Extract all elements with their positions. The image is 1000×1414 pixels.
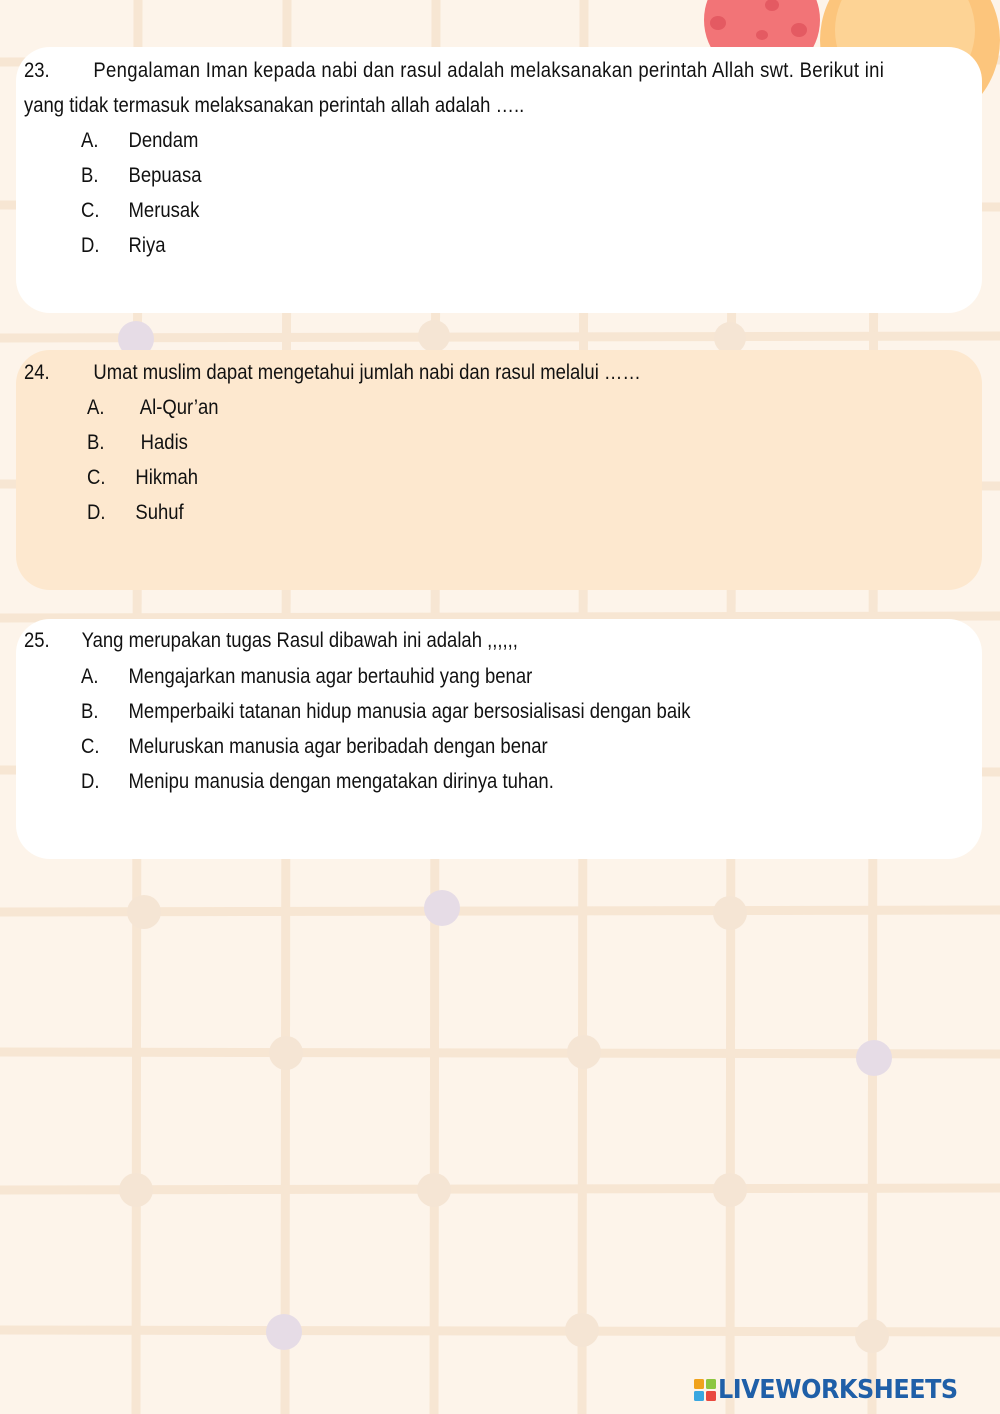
option-letter: C. <box>81 199 100 222</box>
option-24-b[interactable] <box>87 425 188 460</box>
option-23-b[interactable] <box>81 158 201 193</box>
question-text: Umat muslim dapat mengetahui jumlah nabi dan rasul melalui …… <box>93 361 641 384</box>
option-text: Riya <box>128 234 166 257</box>
option-text: Dendam <box>128 129 199 152</box>
option-letter: D. <box>87 501 106 524</box>
question-24-line1 <box>24 355 641 390</box>
option-text: Al-Qur’an <box>139 396 219 419</box>
option-25-b[interactable] <box>81 694 690 729</box>
option-letter: A. <box>81 129 99 152</box>
option-text: Hikmah <box>135 466 199 489</box>
option-24-a[interactable] <box>87 390 219 425</box>
question-number: 24. <box>24 361 50 384</box>
liveworksheets-grid-icon <box>694 1379 716 1401</box>
option-23-a[interactable] <box>81 123 198 158</box>
option-letter: C. <box>81 735 100 758</box>
option-text: Menipu manusia dengan mengatakan dirinya tuhan. <box>128 770 554 793</box>
question-text: Pengalaman Iman kepada nabi dan rasul adalah melaksanakan perintah Allah swt. Berikut ini <box>93 59 885 82</box>
option-text: Suhuf <box>135 501 184 524</box>
question-card-25 <box>16 619 982 859</box>
option-letter: D. <box>81 234 100 257</box>
liveworksheets-logo <box>694 1374 979 1406</box>
option-23-d[interactable] <box>81 228 165 263</box>
question-text: Yang merupakan tugas Rasul dibawah ini adalah ,,,,,, <box>81 629 518 652</box>
option-text: Memperbaiki tatanan hidup manusia agar bersosialisasi dengan baik <box>128 700 691 723</box>
option-text: Hadis <box>140 431 188 454</box>
option-text: Bepuasa <box>128 164 202 187</box>
option-text: Meluruskan manusia agar beribadah dengan benar <box>128 735 548 758</box>
option-letter: C. <box>87 466 106 489</box>
question-23-line1 <box>24 53 884 88</box>
option-letter: B. <box>81 700 99 723</box>
option-25-c[interactable] <box>81 729 548 764</box>
option-24-d[interactable] <box>87 495 184 530</box>
question-23-line2: yang tidak termasuk melaksanakan perintah allah adalah ….. <box>24 94 525 117</box>
liveworksheets-wordmark: LIVEWORKSHEETS <box>718 1375 958 1405</box>
option-25-d[interactable] <box>81 764 554 799</box>
question-number: 23. <box>24 59 50 82</box>
option-letter: B. <box>81 164 99 187</box>
option-24-c[interactable] <box>87 460 198 495</box>
option-text: Merusak <box>128 199 200 222</box>
question-card-24 <box>16 350 982 590</box>
question-number: 25. <box>24 629 50 652</box>
option-23-c[interactable] <box>81 193 199 228</box>
option-letter: A. <box>87 396 105 419</box>
option-text: Mengajarkan manusia agar bertauhid yang benar <box>128 665 533 688</box>
option-25-a[interactable] <box>81 659 532 694</box>
option-letter: D. <box>81 770 100 793</box>
option-letter: B. <box>87 431 105 454</box>
question-card-23 <box>16 47 982 313</box>
question-25-line1 <box>24 623 518 658</box>
option-letter: A. <box>81 665 99 688</box>
